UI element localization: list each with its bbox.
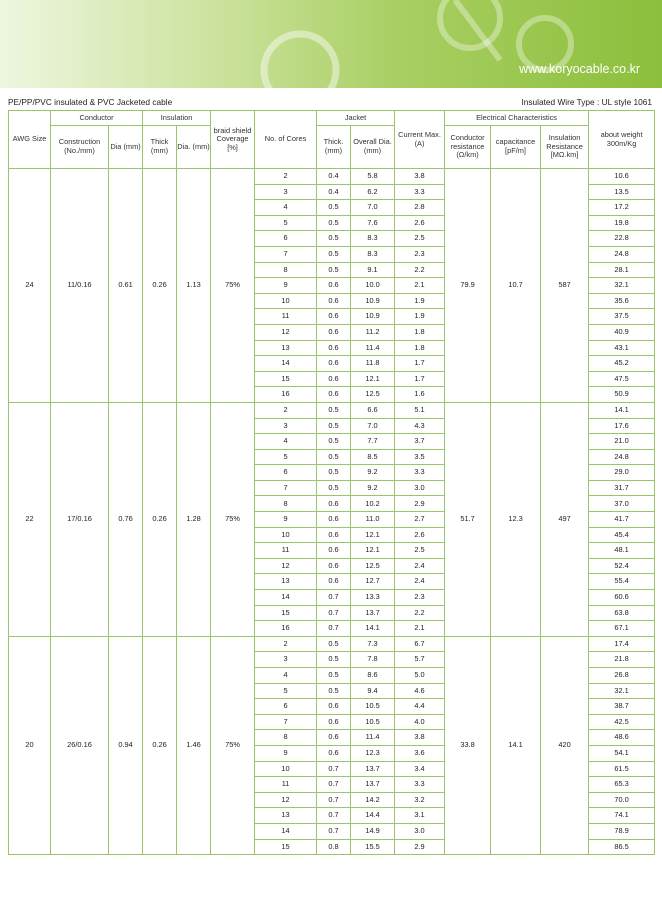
jacket-thick-cell: 0.5 (317, 200, 351, 216)
overall-dia-cell: 13.7 (351, 777, 395, 793)
weight-cell: 47.5 (589, 371, 655, 387)
jacket-thick-cell: 0.6 (317, 278, 351, 294)
awg-size-cell: 20 (9, 636, 51, 854)
overall-dia-cell: 10.5 (351, 699, 395, 715)
jacket-thick-cell: 0.6 (317, 574, 351, 590)
weight-cell: 45.2 (589, 356, 655, 372)
current-max-cell: 5.1 (395, 402, 445, 418)
cores-cell: 13 (255, 574, 317, 590)
header-conductor-dia: Dia (mm) (109, 126, 143, 169)
awg-size-cell: 22 (9, 402, 51, 636)
jacket-thick-cell: 0.7 (317, 808, 351, 824)
cores-cell: 15 (255, 371, 317, 387)
current-max-cell: 2.3 (395, 590, 445, 606)
construction-cell: 26/0.16 (51, 636, 109, 854)
cores-cell: 14 (255, 823, 317, 839)
weight-cell: 48.6 (589, 730, 655, 746)
braid-coverage-cell: 75% (211, 169, 255, 403)
current-max-cell: 3.3 (395, 465, 445, 481)
current-max-cell: 2.9 (395, 496, 445, 512)
current-max-cell: 2.6 (395, 215, 445, 231)
cores-cell: 4 (255, 668, 317, 684)
weight-cell: 74.1 (589, 808, 655, 824)
cores-cell: 2 (255, 402, 317, 418)
weight-cell: 22.8 (589, 231, 655, 247)
jacket-thick-cell: 0.8 (317, 839, 351, 855)
conductor-dia-cell: 0.61 (109, 169, 143, 403)
wire-type-label: Insulated Wire Type : UL style 1061 (521, 97, 652, 107)
construction-cell: 11/0.16 (51, 169, 109, 403)
weight-cell: 42.5 (589, 714, 655, 730)
header-conductor: Conductor (51, 111, 143, 126)
jacket-thick-cell: 0.5 (317, 449, 351, 465)
header-no-of-cores: No. of Cores (255, 111, 317, 169)
overall-dia-cell: 11.4 (351, 340, 395, 356)
weight-cell: 14.1 (589, 402, 655, 418)
current-max-cell: 3.7 (395, 434, 445, 450)
jacket-thick-cell: 0.6 (317, 387, 351, 403)
cores-cell: 8 (255, 730, 317, 746)
header-construction: Construction (No./mm) (51, 126, 109, 169)
weight-cell: 21.0 (589, 434, 655, 450)
awg-group-0 (9, 169, 655, 403)
cores-cell: 12 (255, 792, 317, 808)
overall-dia-cell: 13.7 (351, 761, 395, 777)
overall-dia-cell: 12.5 (351, 558, 395, 574)
jacket-thick-cell: 0.5 (317, 246, 351, 262)
website-url[interactable]: www.koryocable.co.kr (519, 62, 640, 76)
weight-cell: 13.5 (589, 184, 655, 200)
overall-dia-cell: 12.3 (351, 745, 395, 761)
weight-cell: 60.6 (589, 590, 655, 606)
weight-cell: 45.4 (589, 527, 655, 543)
jacket-thick-cell: 0.6 (317, 512, 351, 528)
header-weight: about weight 300m/Kg (589, 111, 655, 169)
weight-cell: 24.8 (589, 449, 655, 465)
cores-cell: 6 (255, 231, 317, 247)
overall-dia-cell: 10.9 (351, 293, 395, 309)
cable-description: PE/PP/PVC insulated & PVC Jacketed cable (8, 97, 173, 107)
current-max-cell: 3.8 (395, 169, 445, 185)
jacket-thick-cell: 0.4 (317, 184, 351, 200)
jacket-thick-cell: 0.5 (317, 652, 351, 668)
overall-dia-cell: 5.8 (351, 169, 395, 185)
cores-cell: 14 (255, 590, 317, 606)
header-overall-dia: Overall Dia.(mm) (351, 126, 395, 169)
current-max-cell: 3.0 (395, 823, 445, 839)
header-braid-coverage: braid shield Coverage [%] (211, 111, 255, 169)
current-max-cell: 1.9 (395, 293, 445, 309)
conductor-resistance-cell: 79.9 (445, 169, 491, 403)
overall-dia-cell: 8.5 (351, 449, 395, 465)
jacket-thick-cell: 0.5 (317, 418, 351, 434)
jacket-thick-cell: 0.6 (317, 356, 351, 372)
insulation-thick-cell: 0.26 (143, 169, 177, 403)
current-max-cell: 2.8 (395, 200, 445, 216)
overall-dia-cell: 11.2 (351, 324, 395, 340)
overall-dia-cell: 11.0 (351, 512, 395, 528)
cores-cell: 5 (255, 449, 317, 465)
overall-dia-cell: 11.4 (351, 730, 395, 746)
current-max-cell: 3.4 (395, 761, 445, 777)
current-max-cell: 5.0 (395, 668, 445, 684)
weight-cell: 55.4 (589, 574, 655, 590)
insulation-dia-cell: 1.13 (177, 169, 211, 403)
overall-dia-cell: 7.6 (351, 215, 395, 231)
overall-dia-cell: 10.5 (351, 714, 395, 730)
header-capacitance: capacitance [pF/m] (491, 126, 541, 169)
header-banner (0, 0, 662, 88)
cores-cell: 7 (255, 714, 317, 730)
cores-cell: 10 (255, 293, 317, 309)
weight-cell: 26.8 (589, 668, 655, 684)
overall-dia-cell: 9.1 (351, 262, 395, 278)
weight-cell: 48.1 (589, 543, 655, 559)
insulation-thick-cell: 0.26 (143, 402, 177, 636)
cores-cell: 11 (255, 543, 317, 559)
current-max-cell: 3.3 (395, 184, 445, 200)
overall-dia-cell: 14.1 (351, 621, 395, 637)
overall-dia-cell: 10.0 (351, 278, 395, 294)
overall-dia-cell: 8.6 (351, 668, 395, 684)
current-max-cell: 1.8 (395, 324, 445, 340)
jacket-thick-cell: 0.4 (317, 169, 351, 185)
conductor-dia-cell: 0.94 (109, 636, 143, 854)
jacket-thick-cell: 0.5 (317, 402, 351, 418)
current-max-cell: 2.7 (395, 512, 445, 528)
overall-dia-cell: 12.5 (351, 387, 395, 403)
braid-coverage-cell: 75% (211, 636, 255, 854)
overall-dia-cell: 7.0 (351, 418, 395, 434)
braid-coverage-cell: 75% (211, 402, 255, 636)
cores-cell: 8 (255, 262, 317, 278)
jacket-thick-cell: 0.7 (317, 777, 351, 793)
weight-cell: 54.1 (589, 745, 655, 761)
header-jacket: Jacket (317, 111, 395, 126)
cores-cell: 5 (255, 683, 317, 699)
cores-cell: 12 (255, 558, 317, 574)
insulation-dia-cell: 1.28 (177, 402, 211, 636)
weight-cell: 65.3 (589, 777, 655, 793)
weight-cell: 67.1 (589, 621, 655, 637)
header-insulation: Insulation (143, 111, 211, 126)
weight-cell: 17.6 (589, 418, 655, 434)
header-electrical: Electrical Characteristics (445, 111, 589, 126)
jacket-thick-cell: 0.7 (317, 761, 351, 777)
overall-dia-cell: 6.2 (351, 184, 395, 200)
current-max-cell: 2.4 (395, 574, 445, 590)
jacket-thick-cell: 0.6 (317, 293, 351, 309)
awg-group-1 (9, 402, 655, 636)
overall-dia-cell: 7.7 (351, 434, 395, 450)
table-row (9, 636, 655, 652)
overall-dia-cell: 9.2 (351, 480, 395, 496)
weight-cell: 35.6 (589, 293, 655, 309)
weight-cell: 28.1 (589, 262, 655, 278)
jacket-thick-cell: 0.6 (317, 309, 351, 325)
current-max-cell: 2.2 (395, 605, 445, 621)
insulation-dia-cell: 1.46 (177, 636, 211, 854)
header-jacket-thick: Thick. (mm) (317, 126, 351, 169)
header-insulation-dia: Dia. (mm) (177, 126, 211, 169)
overall-dia-cell: 8.3 (351, 231, 395, 247)
weight-cell: 50.9 (589, 387, 655, 403)
current-max-cell: 4.6 (395, 683, 445, 699)
overall-dia-cell: 9.4 (351, 683, 395, 699)
jacket-thick-cell: 0.7 (317, 621, 351, 637)
current-max-cell: 1.8 (395, 340, 445, 356)
insulation-resistance-cell: 420 (541, 636, 589, 854)
jacket-thick-cell: 0.5 (317, 480, 351, 496)
overall-dia-cell: 12.7 (351, 574, 395, 590)
overall-dia-cell: 7.8 (351, 652, 395, 668)
current-max-cell: 2.6 (395, 527, 445, 543)
cores-cell: 16 (255, 621, 317, 637)
cores-cell: 13 (255, 808, 317, 824)
current-max-cell: 5.7 (395, 652, 445, 668)
cores-cell: 11 (255, 309, 317, 325)
jacket-thick-cell: 0.6 (317, 371, 351, 387)
cores-cell: 9 (255, 745, 317, 761)
jacket-thick-cell: 0.5 (317, 215, 351, 231)
construction-cell: 17/0.16 (51, 402, 109, 636)
overall-dia-cell: 14.9 (351, 823, 395, 839)
conductor-dia-cell: 0.76 (109, 402, 143, 636)
jacket-thick-cell: 0.5 (317, 262, 351, 278)
header-conductor-resistance: Conductor resistance (Ω/km) (445, 126, 491, 169)
cores-cell: 15 (255, 839, 317, 855)
overall-dia-cell: 12.1 (351, 543, 395, 559)
weight-cell: 19.8 (589, 215, 655, 231)
current-max-cell: 3.0 (395, 480, 445, 496)
header-current-max: Current Max.(A) (395, 111, 445, 169)
cores-cell: 3 (255, 418, 317, 434)
cores-cell: 10 (255, 527, 317, 543)
cores-cell: 7 (255, 246, 317, 262)
overall-dia-cell: 15.5 (351, 839, 395, 855)
weight-cell: 24.8 (589, 246, 655, 262)
insulation-resistance-cell: 497 (541, 402, 589, 636)
cores-cell: 3 (255, 184, 317, 200)
specification-table (8, 110, 655, 855)
weight-cell: 37.0 (589, 496, 655, 512)
weight-cell: 21.8 (589, 652, 655, 668)
jacket-thick-cell: 0.5 (317, 465, 351, 481)
weight-cell: 86.5 (589, 839, 655, 855)
capacitance-cell: 10.7 (491, 169, 541, 403)
weight-cell: 17.4 (589, 636, 655, 652)
weight-cell: 70.0 (589, 792, 655, 808)
current-max-cell: 1.7 (395, 356, 445, 372)
current-max-cell: 1.7 (395, 371, 445, 387)
insulation-resistance-cell: 587 (541, 169, 589, 403)
cores-cell: 13 (255, 340, 317, 356)
weight-cell: 32.1 (589, 683, 655, 699)
cores-cell: 2 (255, 636, 317, 652)
overall-dia-cell: 13.3 (351, 590, 395, 606)
overall-dia-cell: 14.4 (351, 808, 395, 824)
jacket-thick-cell: 0.6 (317, 543, 351, 559)
jacket-thick-cell: 0.6 (317, 496, 351, 512)
cores-cell: 7 (255, 480, 317, 496)
jacket-thick-cell: 0.5 (317, 231, 351, 247)
current-max-cell: 6.7 (395, 636, 445, 652)
cores-cell: 16 (255, 387, 317, 403)
weight-cell: 40.9 (589, 324, 655, 340)
weight-cell: 17.2 (589, 200, 655, 216)
weight-cell: 61.5 (589, 761, 655, 777)
overall-dia-cell: 13.7 (351, 605, 395, 621)
jacket-thick-cell: 0.6 (317, 558, 351, 574)
cores-cell: 6 (255, 699, 317, 715)
current-max-cell: 4.4 (395, 699, 445, 715)
current-max-cell: 2.1 (395, 278, 445, 294)
jacket-thick-cell: 0.6 (317, 699, 351, 715)
current-max-cell: 2.3 (395, 246, 445, 262)
weight-cell: 37.5 (589, 309, 655, 325)
cores-cell: 15 (255, 605, 317, 621)
overall-dia-cell: 7.0 (351, 200, 395, 216)
conductor-resistance-cell: 33.8 (445, 636, 491, 854)
jacket-thick-cell: 0.7 (317, 792, 351, 808)
cores-cell: 14 (255, 356, 317, 372)
current-max-cell: 4.0 (395, 714, 445, 730)
awg-size-cell: 24 (9, 169, 51, 403)
overall-dia-cell: 11.8 (351, 356, 395, 372)
current-max-cell: 2.4 (395, 558, 445, 574)
weight-cell: 32.1 (589, 278, 655, 294)
jacket-thick-cell: 0.7 (317, 590, 351, 606)
table-row (9, 169, 655, 185)
cores-cell: 2 (255, 169, 317, 185)
cores-cell: 9 (255, 512, 317, 528)
weight-cell: 10.6 (589, 169, 655, 185)
current-max-cell: 2.1 (395, 621, 445, 637)
awg-group-2 (9, 636, 655, 854)
weight-cell: 43.1 (589, 340, 655, 356)
overall-dia-cell: 8.3 (351, 246, 395, 262)
cores-cell: 5 (255, 215, 317, 231)
jacket-thick-cell: 0.5 (317, 434, 351, 450)
conductor-resistance-cell: 51.7 (445, 402, 491, 636)
current-max-cell: 3.2 (395, 792, 445, 808)
current-max-cell: 4.3 (395, 418, 445, 434)
overall-dia-cell: 10.2 (351, 496, 395, 512)
current-max-cell: 3.3 (395, 777, 445, 793)
weight-cell: 78.9 (589, 823, 655, 839)
cores-cell: 10 (255, 761, 317, 777)
current-max-cell: 2.2 (395, 262, 445, 278)
current-max-cell: 3.5 (395, 449, 445, 465)
cores-cell: 4 (255, 434, 317, 450)
weight-cell: 29.0 (589, 465, 655, 481)
weight-cell: 31.7 (589, 480, 655, 496)
cores-cell: 3 (255, 652, 317, 668)
cores-cell: 4 (255, 200, 317, 216)
overall-dia-cell: 7.3 (351, 636, 395, 652)
overall-dia-cell: 14.2 (351, 792, 395, 808)
jacket-thick-cell: 0.6 (317, 745, 351, 761)
cores-cell: 12 (255, 324, 317, 340)
header-awg-size: AWG Size (9, 111, 51, 169)
weight-cell: 38.7 (589, 699, 655, 715)
current-max-cell: 3.8 (395, 730, 445, 746)
jacket-thick-cell: 0.6 (317, 730, 351, 746)
current-max-cell: 1.6 (395, 387, 445, 403)
cores-cell: 6 (255, 465, 317, 481)
header-insulation-resistance: Insulation Resistance [MΩ.km] (541, 126, 589, 169)
jacket-thick-cell: 0.5 (317, 668, 351, 684)
jacket-thick-cell: 0.6 (317, 527, 351, 543)
overall-dia-cell: 10.9 (351, 309, 395, 325)
insulation-thick-cell: 0.26 (143, 636, 177, 854)
current-max-cell: 2.5 (395, 543, 445, 559)
overall-dia-cell: 12.1 (351, 371, 395, 387)
jacket-thick-cell: 0.6 (317, 324, 351, 340)
cores-cell: 11 (255, 777, 317, 793)
overall-dia-cell: 9.2 (351, 465, 395, 481)
capacitance-cell: 12.3 (491, 402, 541, 636)
jacket-thick-cell: 0.5 (317, 683, 351, 699)
jacket-thick-cell: 0.7 (317, 605, 351, 621)
weight-cell: 52.4 (589, 558, 655, 574)
current-max-cell: 1.9 (395, 309, 445, 325)
jacket-thick-cell: 0.6 (317, 714, 351, 730)
jacket-thick-cell: 0.7 (317, 823, 351, 839)
table-row (9, 402, 655, 418)
header-insulation-thick: Thick (mm) (143, 126, 177, 169)
overall-dia-cell: 6.6 (351, 402, 395, 418)
current-max-cell: 3.6 (395, 745, 445, 761)
jacket-thick-cell: 0.5 (317, 636, 351, 652)
cores-cell: 9 (255, 278, 317, 294)
cores-cell: 8 (255, 496, 317, 512)
jacket-thick-cell: 0.6 (317, 340, 351, 356)
weight-cell: 41.7 (589, 512, 655, 528)
overall-dia-cell: 12.1 (351, 527, 395, 543)
capacitance-cell: 14.1 (491, 636, 541, 854)
current-max-cell: 3.1 (395, 808, 445, 824)
current-max-cell: 2.9 (395, 839, 445, 855)
current-max-cell: 2.5 (395, 231, 445, 247)
weight-cell: 63.8 (589, 605, 655, 621)
